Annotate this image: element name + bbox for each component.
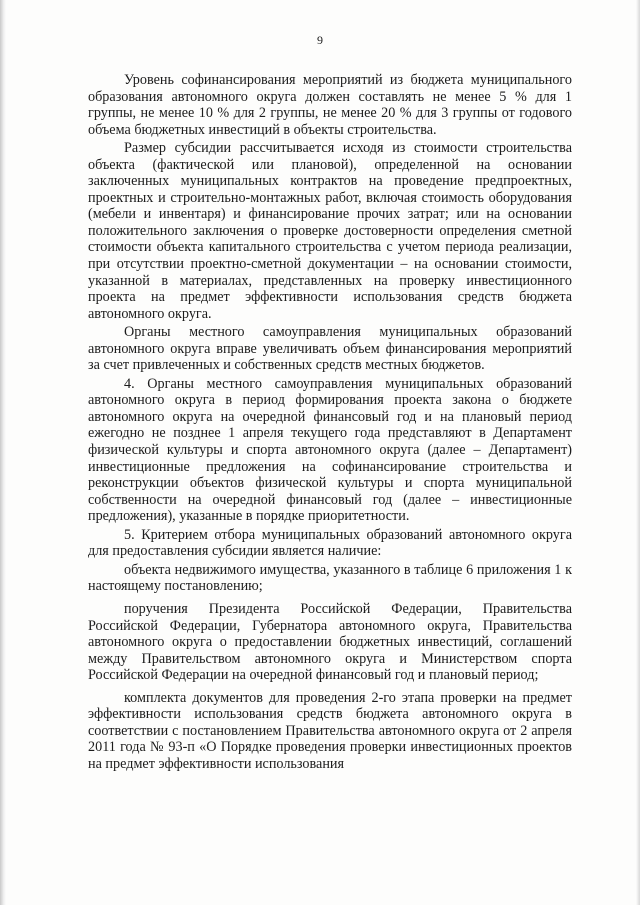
page-number: 9: [317, 33, 323, 47]
paragraph-criterion-object: объекта недвижимого имущества, указанного в таблице 6 приложения 1 к настоящему постановлению;: [88, 561, 572, 595]
scan-right-edge: [636, 0, 640, 905]
paragraph-cofinancing-level: Уровень софинансирования мероприятий из бюджета муниципального образования автономного округа должен составлять не менее 5 % для 1 группы, не менее 10 % для 2 группы, не менее 20 % для 3 группы от годового объема бюджетных инвестиций в объекты строительства.: [88, 72, 572, 138]
paragraph-item-5: 5. Критерием отбора муниципальных образований автономного округа для предоставления субсидии является наличие:: [88, 526, 572, 560]
scan-left-edge: [0, 0, 6, 905]
paragraph-subsidy-size: Размер субсидии рассчитывается исходя из стоимости строительства объекта (фактической или плановой), определенной на основании заключенных муниципальных контрактов на проведение предпроектных, проектных и строительно-монтажных работ, включая стоимость оборудования (мебели и инвентаря) и финансирование прочих затрат; или на основании положительного заключения о проверке достоверности определения сметной стоимости объекта капитального строительства с учетом периода реализации, при отсутствии проектно-сметной документации – на основании стоимости, указанной в материалах, представленных на проверку инвестиционного проекта на предмет эффективности использования средств бюджета автономного округа.: [88, 140, 572, 322]
body-text: [88, 72, 572, 772]
paragraph-criterion-instructions: поручения Президента Российской Федерации, Правительства Российской Федерации, Губернатора автономного округа, Правительства автономного округа о предоставлении бюджетных инвестиций, соглашений между Правительством автономного округа и Министерством спорта Российской Федерации на очередной финансовый год и плановый период;: [88, 600, 572, 684]
paragraph-criterion-documents: комплекта документов для проведения 2-го этапа проверки на предмет эффективности использования средств бюджета автономного округа в соответствии с постановлением Правительства автономного округа от 2 апреля 2011 года № 93-п «О Порядке проведения проверки инвестиционных проектов на предмет эффективности использования: [88, 689, 572, 772]
paragraph-local-authorities-increase: Органы местного самоуправления муниципальных образований автономного округа вправе увеличивать объем финансирования мероприятий за счет привлеченных и собственных средств местных бюджетов.: [88, 324, 572, 374]
paragraph-item-4: 4. Органы местного самоуправления муниципальных образований автономного округа в период формирования проекта закона о бюджете автономного округа на очередной финансовый год и на плановый период ежегодно не позднее 1 апреля текущего года представляют в Департамент физической культуры и спорта автономного округа (далее – Департамент) инвестиционные предложения на софинансирование строительства и реконструкции объектов физической культуры и спорта муниципальной собственности на очередной финансовый год (далее – инвестиционные предложения), указанные в порядке приоритетности.: [88, 375, 572, 525]
